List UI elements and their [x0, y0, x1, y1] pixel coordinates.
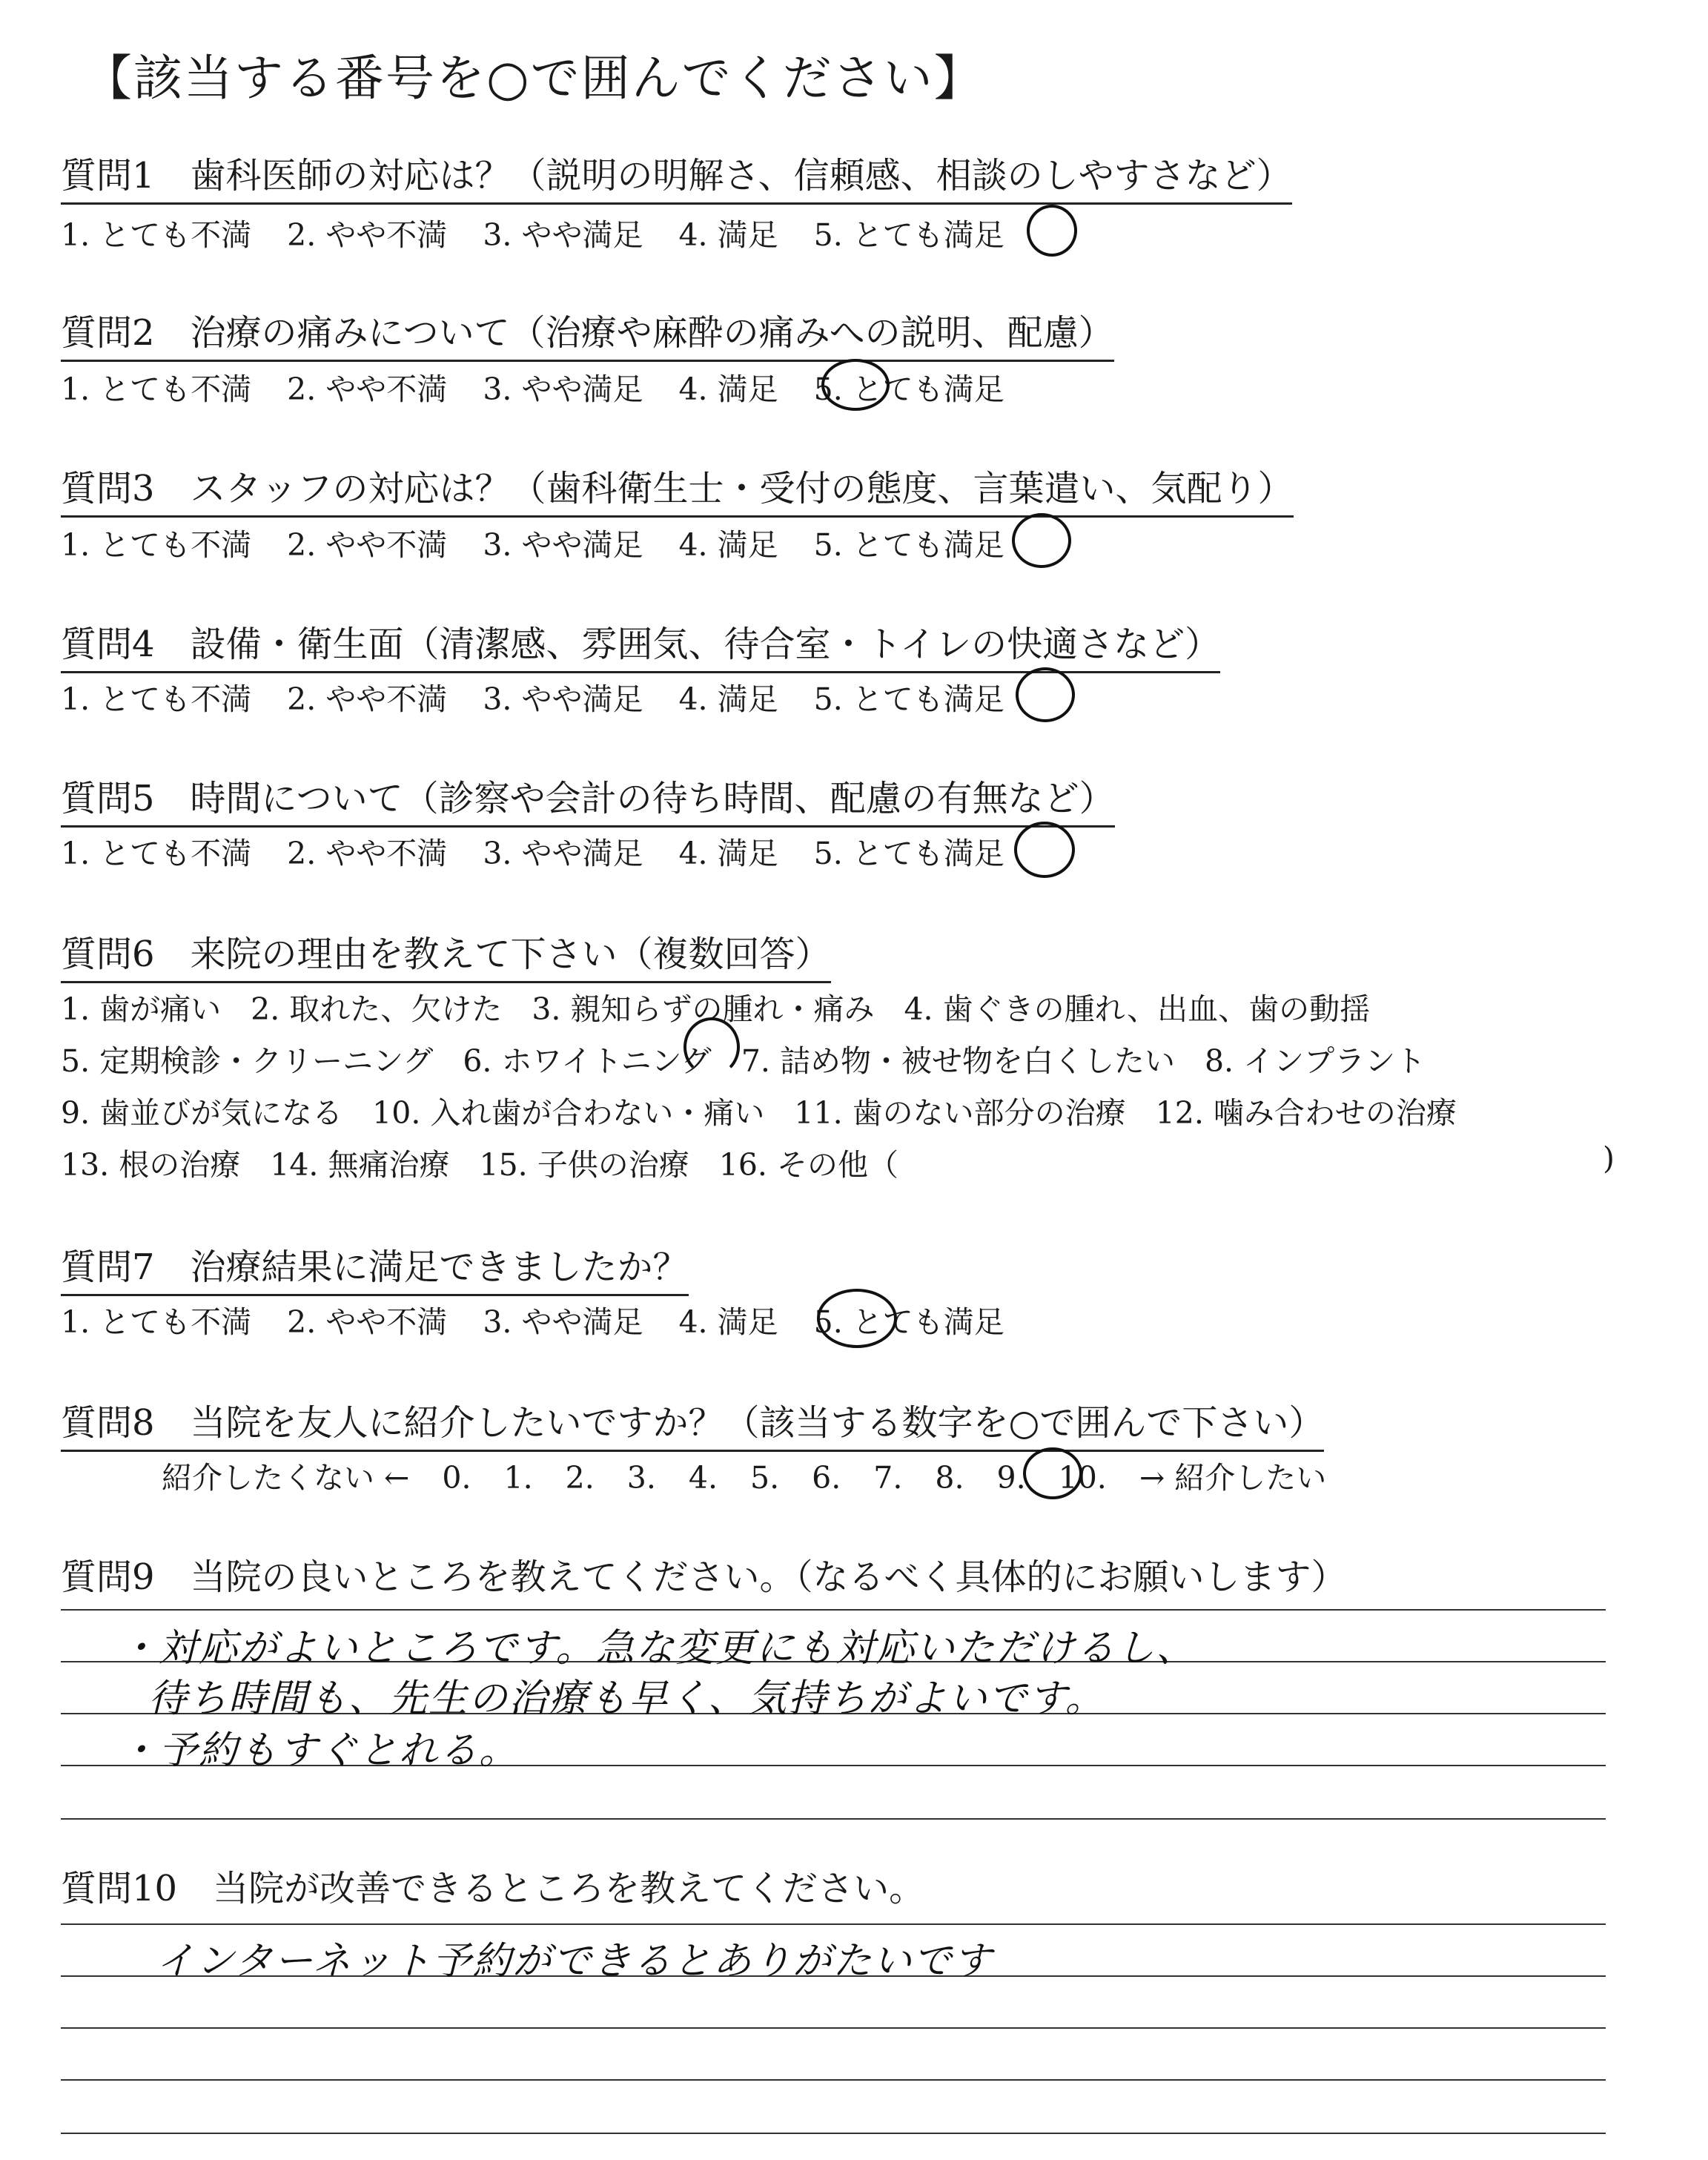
q4-selection-circle [1016, 667, 1075, 722]
q6-reason-5[interactable]: 5. 定期検診・クリーニング [61, 1043, 434, 1079]
page-header: 【該当する番号を○で囲んでください】 [83, 50, 984, 107]
q6-reason-11[interactable]: 11. 歯のない部分の治療 [794, 1095, 1126, 1131]
q1-selection-circle [1027, 205, 1077, 257]
q8-scale-8[interactable]: 8. [935, 1460, 964, 1496]
q1-option-3[interactable]: 3. やや満足 [483, 217, 643, 253]
question-2-options [61, 365, 1040, 409]
question-2-title: 質問2 治療の痛みについて（治療や麻酔の痛みへの説明、配慮） [61, 304, 1114, 362]
q8-scale-left-label: 紹介したくない ← [162, 1460, 410, 1496]
q10-answer-rule-3 [61, 2027, 1606, 2029]
q6-reason-2[interactable]: 2. 取れた、欠けた [251, 991, 503, 1027]
q6-reason-14[interactable]: 14. 無痛治療 [270, 1147, 450, 1183]
q2-option-3[interactable]: 3. やや満足 [483, 371, 643, 407]
q1-option-2[interactable]: 2. やや不満 [287, 217, 448, 253]
q6-reason-13[interactable]: 13. 根の治療 [61, 1147, 241, 1183]
question-4-options [61, 675, 1040, 719]
q6-reason-9[interactable]: 9. 歯並びが気になる [61, 1095, 343, 1131]
q3-option-2[interactable]: 2. やや不満 [287, 527, 448, 563]
q7-option-2[interactable]: 2. やや不満 [287, 1304, 448, 1340]
q3-option-4[interactable]: 4. 満足 [678, 527, 778, 563]
q3-option-5[interactable]: 5. とても満足 [813, 527, 1004, 563]
q6-row-2 [61, 1037, 1455, 1080]
q5-option-4[interactable]: 4. 満足 [678, 836, 778, 871]
question-3-title: 質問3 スタッフの対応は？（歯科衛生士・受付の態度、言葉遣い、気配り） [61, 460, 1294, 518]
q5-option-2[interactable]: 2. やや不満 [287, 836, 448, 871]
q6-reason-7[interactable]: 7. 詰め物・被せ物を白くしたい [741, 1043, 1175, 1079]
question-8-title: 質問8 当院を友人に紹介したいですか？（該当する数字を○で囲んで下さい） [61, 1394, 1324, 1452]
question-4-title: 質問4 設備・衛生面（清潔感、雰囲気、待合室・トイレの快適さなど） [61, 615, 1220, 673]
question-5-options [61, 829, 1040, 873]
q9-answer-rule-5 [61, 1818, 1606, 1820]
question-10-title: 質問10 当院が改善できるところを教えてください。 [61, 1868, 925, 1909]
question-5-title: 質問5 時間について（診察や会計の待ち時間、配慮の有無など） [61, 770, 1115, 828]
q8-scale-2[interactable]: 2. [565, 1460, 595, 1496]
q8-scale-right-label: → 紹介したい [1139, 1460, 1327, 1496]
q2-selection-circle [821, 359, 890, 411]
q8-scale-0[interactable]: 0. [442, 1460, 471, 1496]
q6-reason-3[interactable]: 3. 親知らずの腫れ・痛み [532, 991, 875, 1027]
q6-reason-1[interactable]: 1. 歯が痛い [61, 991, 222, 1027]
q6-reason-4[interactable]: 4. 歯ぐきの腫れ、出血、歯の動揺 [904, 991, 1371, 1027]
q5-selection-circle [1014, 822, 1075, 878]
q4-option-3[interactable]: 3. やや満足 [483, 681, 643, 717]
q5-option-1[interactable]: 1. とても不満 [61, 836, 252, 871]
q10-answer-rule-1 [61, 1923, 1606, 1925]
q6-reason-12[interactable]: 12. 噛み合わせの治療 [1155, 1095, 1457, 1131]
q9-answer-line-3: ・予約もすぐとれる。 [119, 1728, 520, 1773]
q10-answer-line-1: インターネット予約ができるとありがたいです [156, 1939, 993, 1984]
q1-option-4[interactable]: 4. 満足 [678, 217, 778, 253]
q3-selection-circle [1012, 513, 1071, 568]
question-1-options [61, 211, 1040, 254]
q10-answer-rule-5 [61, 2133, 1606, 2134]
q1-option-5[interactable]: 5. とても満足 [813, 217, 1004, 253]
q6-other-close-paren: ) [1603, 1140, 1615, 1176]
q9-answer-rule-1 [61, 1609, 1606, 1611]
q5-option-5[interactable]: 5. とても満足 [813, 836, 1004, 871]
q6-reason-16[interactable]: 16. その他（ [718, 1147, 898, 1183]
q4-option-2[interactable]: 2. やや不満 [287, 681, 448, 717]
q8-scale-5[interactable]: 5. [750, 1460, 780, 1496]
q6-reason-10[interactable]: 10. 入れ歯が合わない・痛い [372, 1095, 765, 1131]
q7-option-5[interactable]: 5. とても満足 [813, 1304, 1004, 1340]
q4-option-1[interactable]: 1. とても不満 [61, 681, 252, 717]
q8-scale-1[interactable]: 1. [503, 1460, 533, 1496]
q7-option-3[interactable]: 3. やや満足 [483, 1304, 643, 1340]
q2-option-1[interactable]: 1. とても不満 [61, 371, 252, 407]
q6-row-4 [61, 1140, 928, 1184]
q9-answer-line-2: 待ち時間も、先生の治療も早く、気持ちがよいです。 [148, 1677, 1105, 1721]
q8-selection-circle [1023, 1447, 1082, 1499]
q8-recommend-scale [162, 1453, 1359, 1497]
question-1-title: 質問1 歯科医師の対応は？（説明の明解さ、信頼感、相談のしやすさなど） [61, 147, 1292, 205]
question-9-title: 質問9 当院の良いところを教えてください。（なるべく具体的にお願いします） [61, 1556, 1347, 1598]
q6-row-3 [61, 1089, 1486, 1132]
q7-selection-circle [817, 1289, 897, 1348]
question-6-title: 質問6 来院の理由を教えて下さい（複数回答） [61, 925, 831, 983]
q4-option-5[interactable]: 5. とても満足 [813, 681, 1004, 717]
q6-row-1 [61, 985, 1400, 1028]
q7-option-4[interactable]: 4. 満足 [678, 1304, 778, 1340]
q5-option-3[interactable]: 3. やや満足 [483, 836, 643, 871]
q9-answer-line-1: ・対応がよいところです。急な変更にも対応いただけるし、 [119, 1626, 1196, 1671]
q6-reason-6[interactable]: 6. ホワイトニング [463, 1043, 712, 1079]
q2-option-2[interactable]: 2. やや不満 [287, 371, 448, 407]
q8-scale-6[interactable]: 6. [812, 1460, 841, 1496]
q8-scale-7[interactable]: 7. [873, 1460, 903, 1496]
q8-scale-4[interactable]: 4. [688, 1460, 718, 1496]
q7-option-1[interactable]: 1. とても不満 [61, 1304, 252, 1340]
q3-option-3[interactable]: 3. やや満足 [483, 527, 643, 563]
q1-option-1[interactable]: 1. とても不満 [61, 217, 252, 253]
q4-option-4[interactable]: 4. 満足 [678, 681, 778, 717]
q3-option-1[interactable]: 1. とても不満 [61, 527, 252, 563]
q8-scale-9[interactable]: 9. [996, 1460, 1026, 1496]
q10-answer-rule-4 [61, 2079, 1606, 2081]
q6-reason-15[interactable]: 15. 子供の治療 [479, 1147, 689, 1183]
q2-option-5[interactable]: 5. とても満足 [813, 371, 1004, 407]
q6-selection-circle [683, 1017, 740, 1077]
q8-scale-10[interactable]: 10. [1058, 1460, 1107, 1496]
question-7-title: 質問7 治療結果に満足できましたか？ [61, 1238, 689, 1296]
q6-reason-8[interactable]: 8. インプラント [1204, 1043, 1426, 1079]
question-3-options [61, 521, 1040, 564]
q2-option-4[interactable]: 4. 満足 [678, 371, 778, 407]
q8-scale-3[interactable]: 3. [626, 1460, 656, 1496]
